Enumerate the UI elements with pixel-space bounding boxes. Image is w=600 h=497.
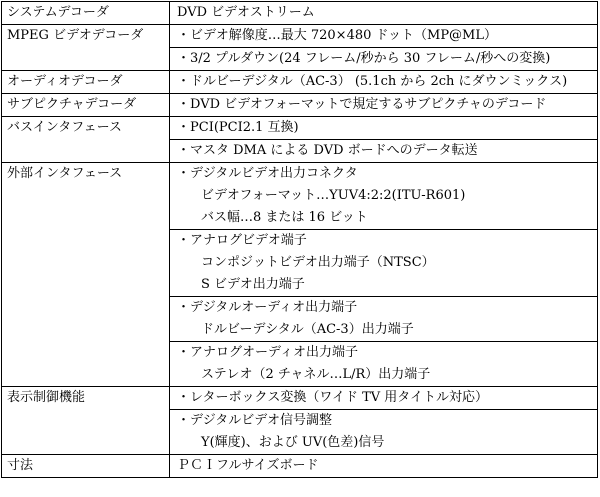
spec-value-line: S ビデオ出力端子 (201, 277, 305, 292)
spec-label-cell (2, 455, 170, 478)
spec-label: サブピクチャデコーダ (7, 97, 137, 112)
spec-value-cell (170, 117, 598, 163)
spec-table (1, 1, 598, 478)
spec-label: バスインタフェース (7, 120, 122, 135)
spec-value-line: ・3/2 プルダウン(24 フレーム/秒から 30 フレーム/秒への変換) (170, 47, 597, 70)
spec-value-line: ドルビーデシタル（AC-3）出力端子 (201, 322, 414, 337)
spec-value-line: ・マスタ DMA による DVD ボードへのデータ転送 (170, 139, 597, 162)
spec-label-cell (2, 163, 170, 387)
spec-row-system-decoder (2, 2, 598, 25)
spec-label-cell (2, 2, 170, 25)
spec-value-line: ・デジタルビデオ出力コネクタ (177, 166, 358, 181)
spec-label: 外部インタフェース (7, 166, 123, 181)
spec-label-cell (2, 94, 170, 117)
spec-value-line: ・デジタルビデオ信号調整 (170, 409, 597, 432)
spec-label-cell (2, 387, 170, 455)
spec-label: 寸法 (7, 458, 34, 473)
spec-label: MPEG ビデオデコーダ (7, 28, 144, 43)
spec-value-line: ステレオ（2 チャネル…L/R）出力端子 (201, 367, 431, 382)
spec-value-cell (170, 25, 598, 71)
spec-value-cell (170, 163, 598, 387)
spec-label-cell (2, 117, 170, 163)
spec-value-cell (170, 455, 598, 478)
spec-value-line: ・DVD ビデオフォーマットで規定するサブピクチャのデコード (177, 97, 547, 112)
spec-value-line: バス幅…8 または 16 ビット (201, 210, 368, 225)
spec-row-external-interface (2, 163, 598, 387)
spec-value-cell (170, 71, 598, 94)
spec-row-dimensions (2, 455, 598, 478)
spec-value-line: ・ビデオ解像度…最大 720×480 ドット（MP@ML） (177, 28, 498, 43)
spec-label: オーディオデコーダ (7, 74, 123, 89)
spec-value-line: ・デジタルオーディオ出力端子 (170, 296, 597, 319)
spec-row-subpicture-decoder (2, 94, 598, 117)
spec-value-line: コンポジットビデオ出力端子（NTSC） (201, 255, 435, 270)
spec-value-line: ・レターボックス変換（ワイド TV 用タイトル対応） (177, 390, 489, 405)
spec-value-cell (170, 94, 598, 117)
spec-value-line: ・PCI(PCI2.1 互換) (177, 120, 299, 135)
spec-label-cell (2, 71, 170, 94)
spec-row-mpeg-video-decoder (2, 25, 598, 71)
spec-value-line: ・アナログオーディオ出力端子 (170, 341, 597, 364)
spec-value-line: Y(輝度)、および UV(色差)信号 (201, 435, 385, 450)
spec-value-line: ・ドルビーデジタル（AC-3） (5.1ch から 2ch にダウンミックス) (177, 74, 568, 89)
spec-label: 表示制御機能 (7, 390, 86, 405)
spec-label: システムデコーダ (7, 5, 109, 20)
spec-value-cell (170, 2, 598, 25)
spec-row-audio-decoder (2, 71, 598, 94)
spec-value-line: ・アナログビデオ端子 (170, 229, 597, 252)
spec-value-line: ＰＣＩフルサイズボード (177, 458, 319, 473)
spec-value-cell (170, 387, 598, 455)
spec-label-cell (2, 25, 170, 71)
spec-row-bus-interface (2, 117, 598, 163)
spec-row-display-control (2, 387, 598, 455)
spec-value-line: DVD ビデオストリーム (177, 5, 315, 20)
spec-value-line: ビデオフォーマット…YUV4:2:2(ITU-R601) (201, 188, 466, 203)
